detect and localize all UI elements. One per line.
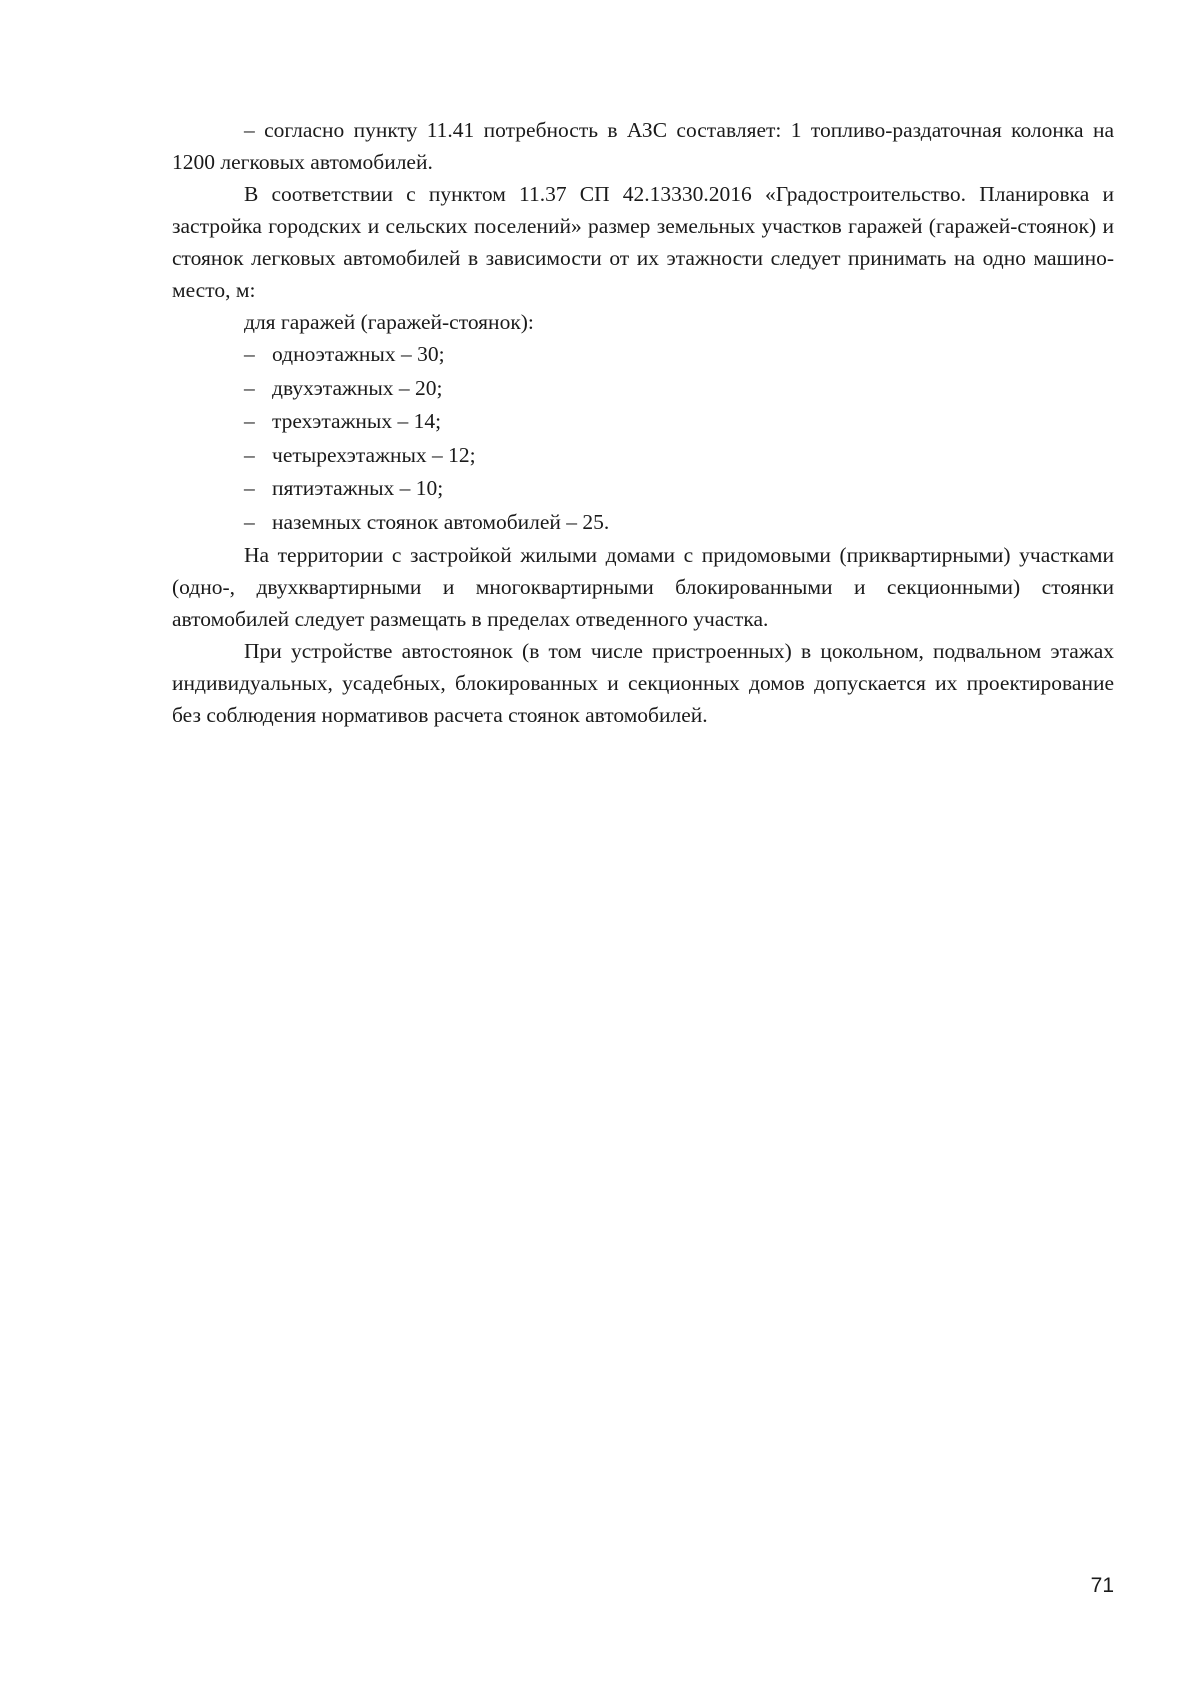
list-item-text: наземных стоянок автомобилей – 25.	[272, 509, 610, 534]
list-dash: –	[244, 375, 255, 400]
list-dash: –	[244, 509, 255, 534]
list-item	[172, 372, 1114, 406]
list-dash: –	[244, 442, 255, 467]
body-text	[172, 114, 1114, 731]
list-item-text: пятиэтажных – 10;	[272, 476, 444, 500]
list-item-text: трехэтажных – 14;	[272, 409, 442, 433]
list-dash: –	[244, 409, 255, 433]
list-dash: –	[244, 342, 255, 366]
list-item	[172, 338, 1114, 372]
list-item	[172, 439, 1114, 473]
paragraph-residential-parking: На территории с застройкой жилыми домами с придомовыми (приквартирными) участками (одно-, двухквартирными и многоквартирными блокированными и секционными) стоянки автомобилей следует размещать в пределах отведенного участка.	[172, 543, 1114, 631]
list-item-text: четырехэтажных – 12;	[272, 442, 476, 467]
list-item	[172, 405, 1114, 439]
list-heading: для гаражей (гаражей-стоянок):	[244, 310, 534, 334]
page-number: 71	[1090, 1574, 1114, 1597]
list-item-text: двухэтажных – 20;	[272, 375, 443, 400]
list-item	[172, 472, 1114, 506]
list-item-text: одноэтажных – 30;	[272, 342, 445, 366]
list-item	[172, 506, 1114, 540]
paragraph-requirements: В соответствии с пунктом 11.37 СП 42.13330.2016 «Градостроительство. Планировка и застройка городских и сельских поселений» размер земельных участков гаражей (гаражей-стоянок) и стоянок легковых автомобилей в зависимости от их этажности следует принимать на одно машино-место, м:	[172, 182, 1114, 302]
list-dash: –	[244, 476, 255, 500]
paragraph-basement-parking: При устройстве автостоянок (в том числе пристроенных) в цокольном, подвальном этажах индивидуальных, усадебных, блокированных и секционных домов допускается их проектирование без соблюдения нормативов расчета стоянок автомобилей.	[172, 639, 1114, 727]
garage-size-list	[172, 338, 1114, 539]
intro-list-item: – согласно пункту 11.41 потребность в АЗС составляет: 1 топливо-раздаточная колонка на 1200 легковых автомобилей.	[172, 118, 1114, 174]
